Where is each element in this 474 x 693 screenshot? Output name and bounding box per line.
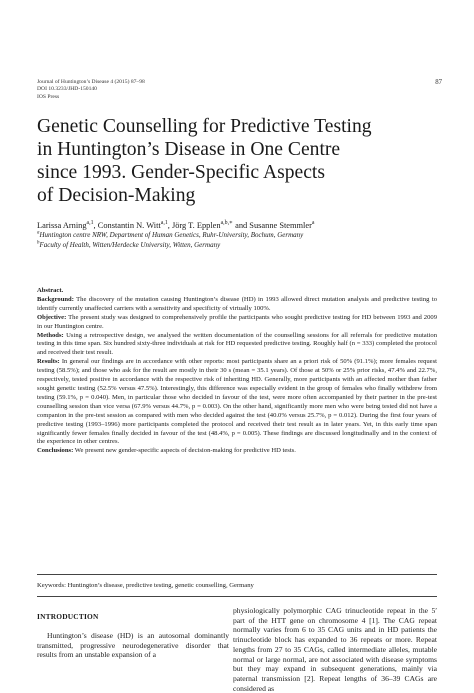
author-name: , Jörg T. Epplen: [167, 221, 221, 230]
abstract-background: Background: The discovery of the mutation causing Huntington’s disease (HD) in 1993 allowed direct mutation analysis and predictive testing to identify currently unaffected carriers with a sensitivity and specificity of virtually 100%.: [37, 295, 437, 312]
author-affil-mark: a,b,∗: [220, 220, 234, 227]
abstract-methods: Methods: Using a retrospective design, we analysed the written documentation of the counselling sessions for all referrals for predictive mutation testing in this time span. Six hundred sixty-three individuals at risk for HD requested predictive testing. Roughly half (n = 333) completed the protocol and received their test result.: [37, 331, 437, 357]
title-line: in Huntington’s Disease in One Centre: [37, 139, 341, 160]
author-name: and Susanne Stemmler: [233, 221, 312, 230]
abstract-heading: Abstract.: [37, 287, 64, 294]
abstract-conclusions: Conclusions: We present new gender-specific aspects of decision-making for predictive HD tests.: [37, 447, 296, 455]
journal-doi: DOI 10.3233/JHD-150140: [37, 86, 97, 93]
abstract-results: Results: In general our findings are in accordance with other reports: most participants share an a priori risk of 50% (91.1%); more females request testing (58.5%); and those who ask for the result are mostly in their 30 s (mean = 35.1 years). Of those at 50% or 25% prior risks, 47.4% and 22.7%, respectively, tested positive in accordance with the respective risk of inheriting HD. Generally, more participants with an affected mother than father sought genetic testing (52.5% versus 47.5%). Interestingly, this difference was especially evident in the group of females who finally withdrew from testing (59.1%, p = 0.040). Men, in particular those who decided in favour of the test, were more often accompanied by their partner in the pre-test counselling session than vice versa (67.9% versus 44.7%, p = 0.003). On the other hand, significantly more men who were being tested did not have a companion in the pre-test session as compared with men who decided against the test (40.0% versus 25.7%, p = 0.012). During the first four years of predictive testing (1993–1996) more participants completed the protocol and received their test result as in later years. Yet, in this early time span significantly fewer females finally decided in favour of the test (48.4%, p = 0.005). These findings are discussed longitudinally and in the context of the experience in other centres.: [37, 358, 437, 446]
journal-publisher: IOS Press: [37, 93, 60, 100]
title-line: Genetic Counselling for Predictive Testing: [37, 116, 372, 137]
abstract: [37, 287, 437, 456]
affiliation-b: [37, 241, 457, 251]
page-number: 87: [435, 79, 442, 86]
author-affil-mark: a: [311, 220, 315, 227]
author-affil-mark: a,1: [160, 220, 168, 227]
affiliation-a: [37, 231, 457, 241]
author-name: Larissa Arning: [37, 221, 87, 230]
affiliation-mark: b: [37, 240, 40, 246]
author-list: [37, 221, 457, 231]
title-line: of Decision-Making: [37, 185, 196, 206]
affiliation-mark: a: [37, 230, 40, 236]
keywords: Keywords: Huntington’s disease, predictive testing, genetic counselling, Germany: [37, 582, 254, 589]
affiliation-text: Faculty of Health, Witten/Herdecke University, Witten, Germany: [39, 240, 221, 249]
section-heading-introduction: INTRODUCTION: [37, 612, 99, 621]
author-affil-mark: a,1: [86, 220, 94, 227]
intro-paragraph: physiologically polymorphic CAG trinucleotide repeat in the 5′ part of the HTT gene on chromosome 4 [1]. The CAG repeat normally varies from 6 to 35 CAG units and in HD patients the trinucleotide block has expanded to 36 repeats or more. Repeat lengths from 27 to 35 CAGs, called intermediate alleles, mutable normal or large normal, are not associated with disease symptoms but they may expand in subsequent generations, mainly via paternal transmission [2]. Repeat lengths of 36–39 CAGs are considered as: [233, 606, 437, 693]
journal-header: [37, 79, 357, 101]
affiliations: [37, 231, 457, 250]
intro-paragraph: Huntington’s disease (HD) is an autosomal dominantly transmitted, progressive neurodegenerative disorder that results from an unstable expansion of a: [37, 631, 229, 660]
title-line: since 1993. Gender-Specific Aspects: [37, 162, 325, 183]
author-name: , Constantin N. Witt: [93, 221, 161, 230]
article-title: [37, 115, 457, 207]
intro-right-column: [233, 606, 437, 693]
intro-left-column: [37, 631, 229, 660]
abstract-objective: Objective: The present study was designed to comprehensively profile the participants who sought predictive testing for HD between 1993 and 2009 in our Huntington centre.: [37, 313, 437, 330]
keywords-divider: [37, 596, 437, 597]
affiliation-text: Huntington centre NRW, Department of Human Genetics, Ruhr-University, Bochum, Germany: [39, 231, 304, 239]
abstract-divider: [37, 574, 437, 575]
journal-citation: Journal of Huntington’s Disease 4 (2015) 87–98: [37, 79, 145, 85]
